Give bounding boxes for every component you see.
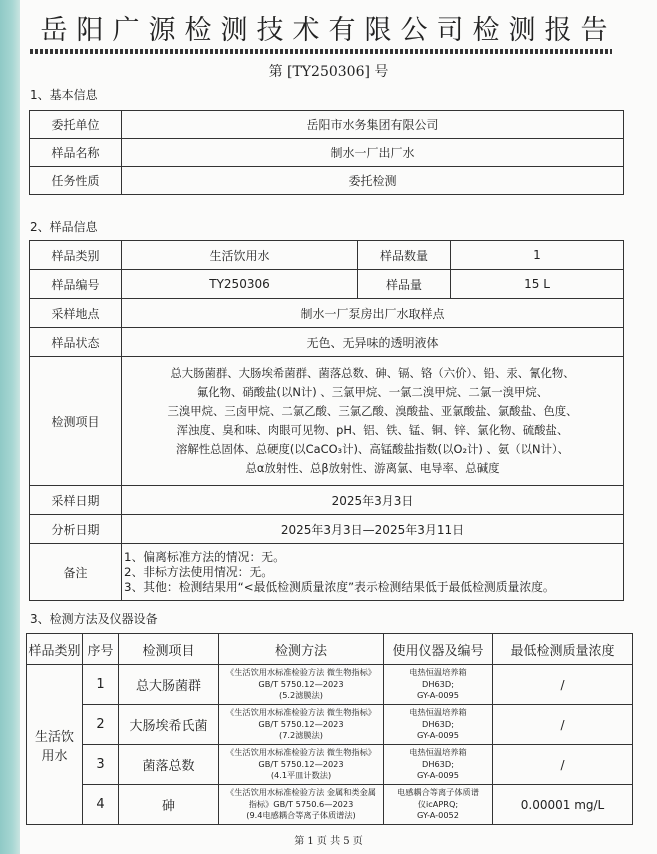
remark-line: 3、其他：检测结果用“<最低检测质量浓度”表示检测结果低于最低检测质量浓度。 xyxy=(124,579,555,594)
sample-info-table xyxy=(29,240,624,601)
row-item: 菌落总数 xyxy=(119,745,219,785)
sample-volume-value: 15 L xyxy=(451,270,624,299)
table-row xyxy=(30,328,624,357)
scan-edge-strip xyxy=(0,0,20,854)
method-line: GB/T 5750.12—2023 xyxy=(258,678,344,689)
method-line: GB/T 5750.12—2023 xyxy=(258,758,344,769)
remark-line: 2、非标方法使用情况：无。 xyxy=(124,564,274,579)
analysis-date-value: 2025年3月3日—2025年3月11日 xyxy=(122,515,624,544)
sample-count-label: 样品数量 xyxy=(358,241,451,270)
row-method xyxy=(219,705,384,745)
col-header-method: 检测方法 xyxy=(219,634,384,665)
remark-line: 1、偏离标准方法的情况：无。 xyxy=(124,549,285,564)
analysis-date-label: 分析日期 xyxy=(30,515,122,544)
row-instrument xyxy=(384,665,493,705)
col-header-item: 检测项目 xyxy=(119,634,219,665)
row-instrument xyxy=(384,705,493,745)
col-header-instrument: 使用仪器及编号 xyxy=(384,634,493,665)
row-no: 2 xyxy=(83,705,119,745)
row-method xyxy=(219,785,384,825)
methods-table xyxy=(26,633,633,825)
table-row xyxy=(30,299,624,328)
method-line: (4.1平皿计数法) xyxy=(270,770,332,781)
sampling-date-value: 2025年3月3日 xyxy=(122,486,624,515)
sample-category-cell: 生活饮用水 xyxy=(27,665,83,825)
section-methods-heading: 3、检测方法及仪器设备 xyxy=(30,612,158,626)
table-row xyxy=(30,357,624,486)
instrument-line: 电热恒温培养箱 xyxy=(409,667,467,678)
method-line: GB/T 5750.12—2023 xyxy=(258,718,344,729)
items-line: 总α放射性、总β放射性、游离氯、电导率、总碱度 xyxy=(245,461,500,475)
table-row xyxy=(30,111,624,139)
table-row xyxy=(30,167,624,195)
table-row xyxy=(30,515,624,544)
table-row xyxy=(30,241,624,270)
instrument-line: DH63D; xyxy=(422,718,454,729)
instrument-line: 电热恒温培养箱 xyxy=(409,707,467,718)
row-method xyxy=(219,665,384,705)
basic-info-table xyxy=(29,110,624,195)
section-basic-info-heading: 1、基本信息 xyxy=(30,88,98,102)
col-header-no: 序号 xyxy=(83,634,119,665)
client-value: 岳阳市水务集团有限公司 xyxy=(122,111,624,139)
row-method xyxy=(219,745,384,785)
sample-count-value: 1 xyxy=(451,241,624,270)
col-header-category: 样品类别 xyxy=(27,634,83,665)
method-line: 《生活饮用水标准检验方法 微生物指标》 xyxy=(226,747,376,758)
table-header-row xyxy=(27,634,633,665)
row-item: 砷 xyxy=(119,785,219,825)
sample-id-value: TY250306 xyxy=(122,270,358,299)
table-row xyxy=(27,745,633,785)
location-value: 制水一厂泵房出厂水取样点 xyxy=(122,299,624,328)
items-line: 氟化物、硝酸盐(以N计) 、三氯甲烷、一氯二溴甲烷、二氯一溴甲烷、 xyxy=(196,385,549,399)
items-value xyxy=(122,357,624,486)
instrument-line: GY-A-0052 xyxy=(417,810,459,821)
instrument-line: GY-A-0095 xyxy=(417,770,459,781)
col-header-min-conc: 最低检测质量浓度 xyxy=(493,634,633,665)
sampling-date-label: 采样日期 xyxy=(30,486,122,515)
method-line: (9.4电感耦合等离子体质谱法) xyxy=(246,810,356,821)
row-no: 4 xyxy=(83,785,119,825)
method-line: 指标》GB/T 5750.6—2023 xyxy=(248,798,354,809)
instrument-line: DH63D; xyxy=(422,678,454,689)
items-line: 溶解性总固体、总硬度(以CaCO₃计)、高锰酸盐指数(以O₂计) 、氨（以N计）、 xyxy=(175,442,570,456)
instrument-line: GY-A-0095 xyxy=(417,730,459,741)
sample-name-label: 样品名称 xyxy=(30,139,122,167)
sample-name-value: 制水一厂出厂水 xyxy=(122,139,624,167)
instrument-line: 仪icAPRQ; xyxy=(417,798,459,809)
table-row xyxy=(27,665,633,705)
row-no: 1 xyxy=(83,665,119,705)
row-instrument xyxy=(384,785,493,825)
method-line: 《生活饮用水标准检验方法 微生物指标》 xyxy=(226,707,376,718)
report-number: 第 [TY250306] 号 xyxy=(268,64,389,80)
table-row xyxy=(30,270,624,299)
instrument-line: GY-A-0095 xyxy=(417,690,459,701)
row-min-conc: / xyxy=(493,705,633,745)
table-row xyxy=(27,705,633,745)
state-value: 无色、无异味的透明液体 xyxy=(122,328,624,357)
sample-type-label: 样品类别 xyxy=(30,241,122,270)
row-no: 3 xyxy=(83,745,119,785)
table-row xyxy=(30,486,624,515)
items-line: 三溴甲烷、三卤甲烷、二氯乙酸、三氯乙酸、溴酸盐、亚氯酸盐、氯酸盐、色度、 xyxy=(167,404,578,418)
dotted-divider xyxy=(30,49,612,54)
task-nature-value: 委托检测 xyxy=(122,167,624,195)
client-label: 委托单位 xyxy=(30,111,122,139)
table-row xyxy=(27,785,633,825)
row-min-conc: 0.00001 mg/L xyxy=(493,785,633,825)
instrument-line: DH63D; xyxy=(422,758,454,769)
sample-volume-label: 样品量 xyxy=(358,270,451,299)
method-line: 《生活饮用水标准检验方法 金属和类金属 xyxy=(226,787,376,798)
method-line: (5.2滤膜法) xyxy=(279,690,323,701)
instrument-line: 电热恒温培养箱 xyxy=(409,747,467,758)
row-item: 总大肠菌群 xyxy=(119,665,219,705)
state-label: 样品状态 xyxy=(30,328,122,357)
sample-type-value: 生活饮用水 xyxy=(122,241,358,270)
items-line: 浑浊度、臭和味、肉眼可见物、pH、铝、铁、锰、铜、锌、氯化物、硫酸盐、 xyxy=(176,423,569,437)
report-title: 岳阳广源检测技术有限公司检测报告 xyxy=(40,15,617,46)
remarks-value xyxy=(122,544,624,601)
method-line: (7.2滤膜法) xyxy=(279,730,323,741)
remarks-label: 备注 xyxy=(30,544,122,601)
section-sample-info-heading: 2、样品信息 xyxy=(30,220,98,234)
row-min-conc: / xyxy=(493,745,633,785)
table-row xyxy=(30,139,624,167)
row-item: 大肠埃希氏菌 xyxy=(119,705,219,745)
instrument-line: 电感耦合等离子体质谱 xyxy=(397,787,479,798)
items-line: 总大肠菌群、大肠埃希菌群、菌落总数、砷、镉、铬（六价）、铅、汞、氰化物、 xyxy=(170,366,575,380)
page-footer: 第 1 页 共 5 页 xyxy=(294,836,363,847)
row-min-conc: / xyxy=(493,665,633,705)
items-label: 检测项目 xyxy=(30,357,122,486)
method-line: 《生活饮用水标准检验方法 微生物指标》 xyxy=(226,667,376,678)
task-nature-label: 任务性质 xyxy=(30,167,122,195)
location-label: 采样地点 xyxy=(30,299,122,328)
table-row xyxy=(30,544,624,601)
sample-id-label: 样品编号 xyxy=(30,270,122,299)
row-instrument xyxy=(384,745,493,785)
